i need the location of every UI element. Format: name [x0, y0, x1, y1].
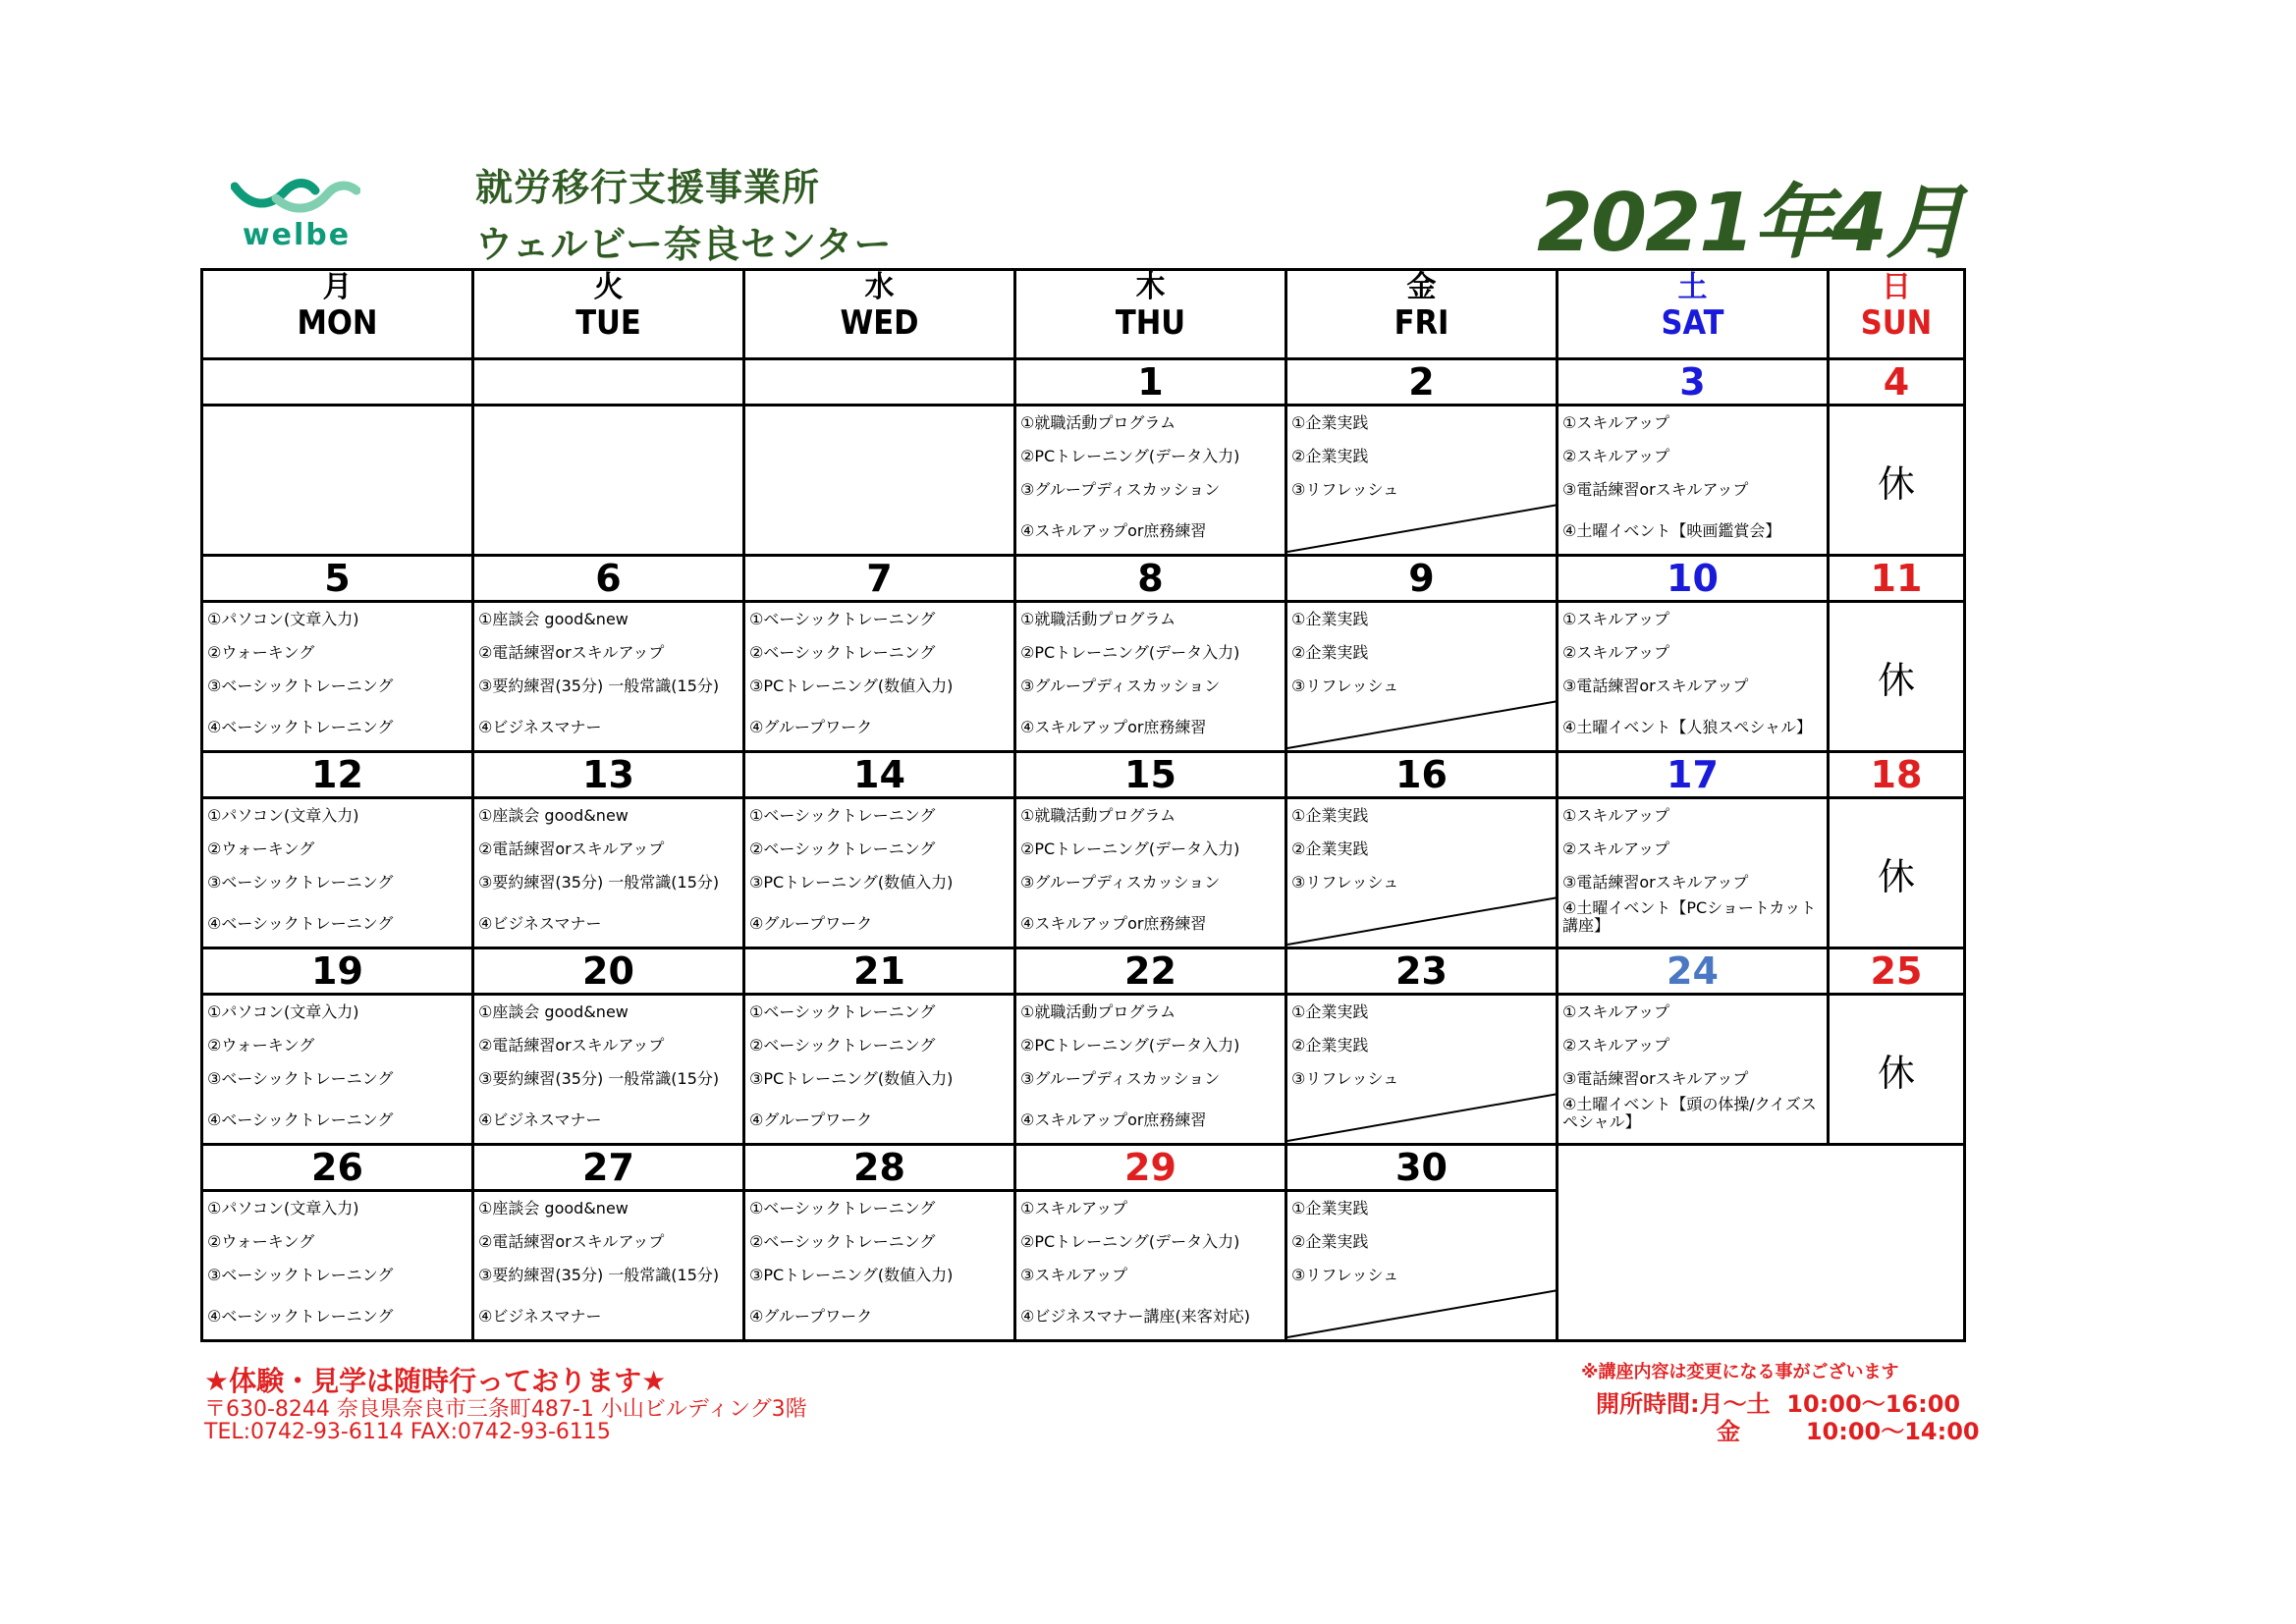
calendar-title: 2021年4月 — [1537, 177, 1965, 270]
schedule-item: ②企業実践 — [1291, 447, 1369, 465]
schedule-item: ③ベーシックトレーニング — [207, 1266, 394, 1284]
date-sat: 3 — [1558, 359, 1829, 406]
schedule-item: ④スキルアップor庶務練習 — [1020, 914, 1207, 933]
opening-hours-line2: 金 10:00～14:00 — [1717, 1418, 1980, 1445]
schedule-item: ④グループワーク — [749, 914, 873, 933]
schedule-item: ③電話練習orスキルアップ — [1562, 480, 1749, 499]
schedule-row — [202, 602, 1965, 752]
schedule-cell-sun — [1829, 602, 1965, 752]
schedule-cell-tue — [473, 798, 744, 948]
schedule-item: ④スキルアップor庶務練習 — [1020, 521, 1207, 540]
diagonal-line-icon — [1287, 996, 1558, 1143]
schedule-cell-tue — [473, 995, 744, 1145]
date-fri: 9 — [1286, 556, 1558, 602]
schedule-cell-mon — [202, 1191, 473, 1341]
schedule-item: ②電話練習orスキルアップ — [478, 643, 665, 662]
schedule-item: ③グループディスカッション — [1020, 1069, 1221, 1088]
schedule-cell-wed — [744, 1191, 1015, 1341]
weekday-wed: 水 WED — [744, 270, 1015, 359]
schedule-item: ③リフレッシュ — [1291, 1266, 1399, 1284]
date-fri: 30 — [1286, 1145, 1558, 1191]
schedule-item: ③電話練習orスキルアップ — [1562, 1069, 1749, 1088]
date-sun: 18 — [1829, 752, 1965, 798]
schedule-item: ④グループワーク — [749, 1110, 873, 1129]
schedule-item: ③ベーシックトレーニング — [207, 1069, 394, 1088]
empty-cell — [1558, 1145, 1965, 1341]
schedule-cell-tue — [473, 1191, 744, 1341]
date-row — [202, 556, 1965, 602]
schedule-item: ②ベーシックトレーニング — [749, 839, 936, 858]
schedule-item: ④ビジネスマナー — [478, 1307, 602, 1326]
schedule-cell-wed — [744, 995, 1015, 1145]
date-row — [202, 1145, 1965, 1191]
schedule-item: ④土曜イベント【人狼スペシャル】 — [1562, 718, 1813, 736]
schedule-item: ①座談会 good&new — [478, 1199, 629, 1218]
weekday-thu: 木 THU — [1015, 270, 1286, 359]
schedule-item: ②ウォーキング — [207, 1232, 315, 1251]
date-mon: 19 — [202, 948, 473, 995]
schedule-item: ①座談会 good&new — [478, 610, 629, 628]
schedule-cell-fri — [1286, 406, 1558, 556]
schedule-item: ③リフレッシュ — [1291, 873, 1399, 892]
schedule-item: ②ベーシックトレーニング — [749, 1232, 936, 1251]
schedule-cell-thu — [1015, 602, 1286, 752]
schedule-cell-mon — [202, 798, 473, 948]
schedule-item: ①スキルアップ — [1562, 413, 1670, 432]
schedule-item: ①企業実践 — [1291, 413, 1369, 432]
date-sat: 17 — [1558, 752, 1829, 798]
schedule-cell-fri — [1286, 602, 1558, 752]
schedule-item: ④スキルアップor庶務練習 — [1020, 1110, 1207, 1129]
schedule-item: ②PCトレーニング(データ入力) — [1020, 1036, 1240, 1055]
schedule-cell-wed — [744, 602, 1015, 752]
schedule-cell-mon — [202, 602, 473, 752]
diagonal-line-icon — [1287, 603, 1558, 750]
schedule-item: ②ベーシックトレーニング — [749, 643, 936, 662]
schedule-item: ④ベーシックトレーニング — [207, 1110, 394, 1129]
schedule-row — [202, 995, 1965, 1145]
schedule-item: ①ベーシックトレーニング — [749, 1002, 936, 1021]
logo-text: welbe — [242, 218, 352, 252]
schedule-item: ②ウォーキング — [207, 1036, 315, 1055]
date-mon: 12 — [202, 752, 473, 798]
schedule-item: ④グループワーク — [749, 1307, 873, 1326]
schedule-cell-sat — [1558, 406, 1829, 556]
schedule-cell-fri — [1286, 798, 1558, 948]
weekday-fri: 金 FRI — [1286, 270, 1558, 359]
schedule-row — [202, 798, 1965, 948]
schedule-item: ①パソコン(文章入力) — [207, 1002, 359, 1021]
schedule-item: ③PCトレーニング(数値入力) — [749, 1266, 954, 1284]
schedule-item: ②電話練習orスキルアップ — [478, 1232, 665, 1251]
closed-mark: 休 — [1877, 854, 1915, 898]
date-mon: 26 — [202, 1145, 473, 1191]
schedule-cell-thu — [1015, 995, 1286, 1145]
schedule-item: ③リフレッシュ — [1291, 1069, 1399, 1088]
schedule-item: ②企業実践 — [1291, 1232, 1369, 1251]
date-wed — [744, 359, 1015, 406]
schedule-item: ①ベーシックトレーニング — [749, 1199, 936, 1218]
diagonal-line-icon — [1287, 1192, 1558, 1339]
schedule-cell-mon — [202, 406, 473, 556]
schedule-item: ①企業実践 — [1291, 1199, 1369, 1218]
schedule-item: ③要約練習(35分) 一般常識(15分) — [478, 677, 720, 695]
schedule-item: ①スキルアップ — [1562, 1002, 1670, 1021]
date-thu: 1 — [1015, 359, 1286, 406]
schedule-item: ②企業実践 — [1291, 839, 1369, 858]
schedule-item: ③グループディスカッション — [1020, 480, 1221, 499]
schedule-cell-sun — [1829, 798, 1965, 948]
diagonal-line-icon — [1287, 799, 1558, 947]
date-thu: 8 — [1015, 556, 1286, 602]
schedule-row — [202, 406, 1965, 556]
date-wed: 14 — [744, 752, 1015, 798]
date-row — [202, 752, 1965, 798]
date-thu: 29 — [1015, 1145, 1286, 1191]
closed-mark: 休 — [1877, 1051, 1915, 1095]
schedule-cell-fri — [1286, 995, 1558, 1145]
schedule-item: ④土曜イベント【頭の体操/クイズスペシャル】 — [1562, 1095, 1817, 1131]
opening-hours-line1: 開所時間:月～土 10:00～16:00 — [1596, 1390, 1961, 1418]
schedule-item: ①パソコン(文章入力) — [207, 1199, 359, 1218]
schedule-cell-sun — [1829, 995, 1965, 1145]
schedule-item: ②PCトレーニング(データ入力) — [1020, 839, 1240, 858]
schedule-item: ②スキルアップ — [1562, 447, 1670, 465]
schedule-item: ①座談会 good&new — [478, 1002, 629, 1021]
date-row — [202, 948, 1965, 995]
date-sun: 11 — [1829, 556, 1965, 602]
schedule-item: ③PCトレーニング(数値入力) — [749, 873, 954, 892]
wave-logo-icon — [231, 169, 360, 218]
schedule-item: ②PCトレーニング(データ入力) — [1020, 643, 1240, 662]
date-sun: 4 — [1829, 359, 1965, 406]
schedule-item: ①ベーシックトレーニング — [749, 610, 936, 628]
schedule-item: ②ベーシックトレーニング — [749, 1036, 936, 1055]
schedule-item: ④ベーシックトレーニング — [207, 914, 394, 933]
tour-notice: ★体験・見学は随時行っております★ — [204, 1365, 667, 1397]
schedule-item: ②PCトレーニング(データ入力) — [1020, 447, 1240, 465]
schedule-item: ③PCトレーニング(数値入力) — [749, 677, 954, 695]
schedule-item: ①ベーシックトレーニング — [749, 806, 936, 825]
schedule-item: ②スキルアップ — [1562, 839, 1670, 858]
schedule-cell-sat — [1558, 995, 1829, 1145]
schedule-item: ③PCトレーニング(数値入力) — [749, 1069, 954, 1088]
phone-fax: TEL:0742-93-6114 FAX:0742-93-6115 — [204, 1420, 611, 1444]
schedule-item: ①スキルアップ — [1020, 1199, 1128, 1218]
schedule-item: ②ウォーキング — [207, 839, 315, 858]
schedule-item: ②企業実践 — [1291, 1036, 1369, 1055]
schedule-cell-mon — [202, 995, 473, 1145]
calendar-table — [200, 268, 1966, 1342]
schedule-item: ①パソコン(文章入力) — [207, 610, 359, 628]
schedule-item: ②企業実践 — [1291, 643, 1369, 662]
schedule-item: ②電話練習orスキルアップ — [478, 1036, 665, 1055]
date-fri: 16 — [1286, 752, 1558, 798]
weekday-tue: 火 TUE — [473, 270, 744, 359]
date-tue: 20 — [473, 948, 744, 995]
schedule-item: ③リフレッシュ — [1291, 480, 1399, 499]
date-wed: 21 — [744, 948, 1015, 995]
schedule-item: ①就職活動プログラム — [1020, 1002, 1176, 1021]
date-fri: 2 — [1286, 359, 1558, 406]
schedule-item: ①企業実践 — [1291, 806, 1369, 825]
page-header — [0, 0, 2296, 270]
date-tue — [473, 359, 744, 406]
schedule-item: ④グループワーク — [749, 718, 873, 736]
address: 〒630-8244 奈良県奈良市三条町487-1 小山ビルディング3階 — [204, 1397, 807, 1422]
weekday-sat: 土 SAT — [1558, 270, 1829, 359]
schedule-item: ③電話練習orスキルアップ — [1562, 873, 1749, 892]
schedule-item: ③グループディスカッション — [1020, 677, 1221, 695]
schedule-cell-tue — [473, 602, 744, 752]
schedule-item: ①就職活動プログラム — [1020, 610, 1176, 628]
schedule-cell-wed — [744, 406, 1015, 556]
schedule-item: ①就職活動プログラム — [1020, 806, 1176, 825]
closed-mark: 休 — [1877, 461, 1915, 506]
schedule-item: ③要約練習(35分) 一般常識(15分) — [478, 1266, 720, 1284]
schedule-item: ④土曜イベント【PCショートカット講座】 — [1562, 898, 1817, 935]
schedule-item: ③スキルアップ — [1020, 1266, 1128, 1284]
date-row — [202, 359, 1965, 406]
schedule-item: ③電話練習orスキルアップ — [1562, 677, 1749, 695]
schedule-item: ④ビジネスマナー — [478, 914, 602, 933]
date-wed: 7 — [744, 556, 1015, 602]
schedule-item: ④ベーシックトレーニング — [207, 718, 394, 736]
schedule-cell-sat — [1558, 602, 1829, 752]
schedule-cell-wed — [744, 798, 1015, 948]
schedule-item: ①企業実践 — [1291, 1002, 1369, 1021]
schedule-item: ④スキルアップor庶務練習 — [1020, 718, 1207, 736]
schedule-item: ③要約練習(35分) 一般常識(15分) — [478, 873, 720, 892]
date-sat: 10 — [1558, 556, 1829, 602]
schedule-cell-thu — [1015, 1191, 1286, 1341]
date-sat: 24 — [1558, 948, 1829, 995]
schedule-item: ③ベーシックトレーニング — [207, 873, 394, 892]
schedule-item: ②スキルアップ — [1562, 1036, 1670, 1055]
schedule-cell-thu — [1015, 406, 1286, 556]
schedule-item: ④ビジネスマナー — [478, 718, 602, 736]
date-tue: 13 — [473, 752, 744, 798]
schedule-item: ④土曜イベント【映画鑑賞会】 — [1562, 521, 1781, 540]
date-mon: 5 — [202, 556, 473, 602]
date-thu: 22 — [1015, 948, 1286, 995]
schedule-item: ④ベーシックトレーニング — [207, 1307, 394, 1326]
schedule-item: ③要約練習(35分) 一般常識(15分) — [478, 1069, 720, 1088]
schedule-item: ①パソコン(文章入力) — [207, 806, 359, 825]
date-tue: 27 — [473, 1145, 744, 1191]
schedule-item: ③グループディスカッション — [1020, 873, 1221, 892]
schedule-cell-sat — [1558, 798, 1829, 948]
schedule-item: ①スキルアップ — [1562, 806, 1670, 825]
date-fri: 23 — [1286, 948, 1558, 995]
schedule-item: ①企業実践 — [1291, 610, 1369, 628]
schedule-cell-tue — [473, 406, 744, 556]
date-sun: 25 — [1829, 948, 1965, 995]
weekday-mon: 月 MON — [202, 270, 473, 359]
date-thu: 15 — [1015, 752, 1286, 798]
schedule-cell-thu — [1015, 798, 1286, 948]
date-tue: 6 — [473, 556, 744, 602]
schedule-item: ④ビジネスマナー講座(来客対応) — [1020, 1307, 1251, 1326]
closed-mark: 休 — [1877, 658, 1915, 702]
welbe-logo — [231, 169, 360, 255]
schedule-item: ②PCトレーニング(データ入力) — [1020, 1232, 1240, 1251]
date-mon — [202, 359, 473, 406]
org-name-line2: ウェルビー奈良センター — [475, 223, 893, 266]
schedule-cell-fri — [1286, 1191, 1558, 1341]
schedule-item: ②スキルアップ — [1562, 643, 1670, 662]
schedule-item: ①就職活動プログラム — [1020, 413, 1176, 432]
schedule-item: ④ビジネスマナー — [478, 1110, 602, 1129]
schedule-item: ②ウォーキング — [207, 643, 315, 662]
schedule-item: ①座談会 good&new — [478, 806, 629, 825]
change-notice: ※講座内容は変更になる事がございます — [1581, 1362, 1899, 1382]
date-wed: 28 — [744, 1145, 1015, 1191]
schedule-item: ②電話練習orスキルアップ — [478, 839, 665, 858]
diagonal-line-icon — [1287, 406, 1558, 554]
weekday-header-row — [202, 270, 1965, 359]
schedule-item: ①スキルアップ — [1562, 610, 1670, 628]
schedule-item: ③リフレッシュ — [1291, 677, 1399, 695]
weekday-sun: 日 SUN — [1829, 270, 1965, 359]
schedule-cell-sun — [1829, 406, 1965, 556]
org-name-line1: 就労移行支援事業所 — [475, 166, 821, 209]
schedule-item: ③ベーシックトレーニング — [207, 677, 394, 695]
